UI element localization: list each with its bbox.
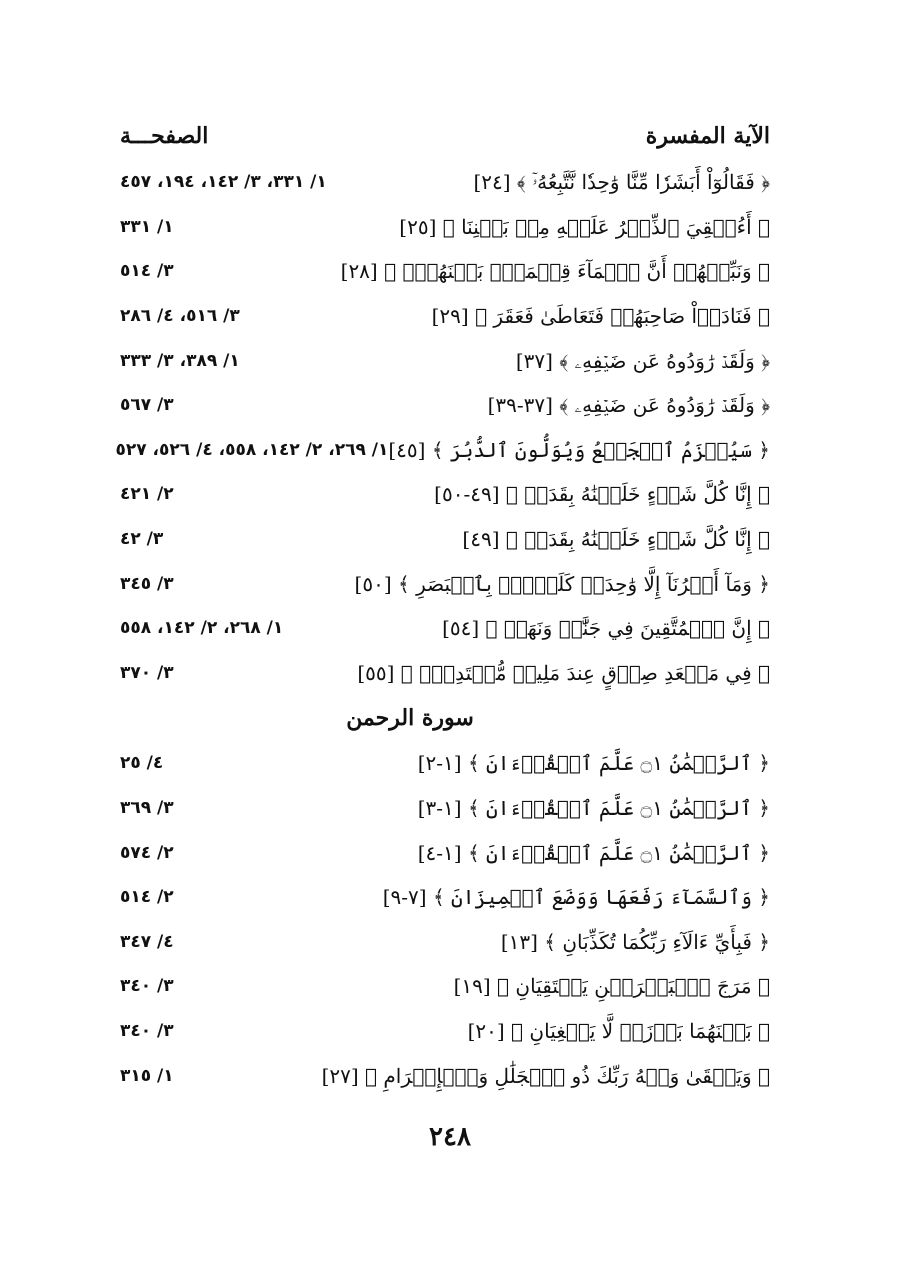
index-row	[120, 160, 770, 205]
verse-text: ﴿ وَيَبۡقَىٰ وَجۡهُ رَبِّكَ ذُو ٱلۡجَلَٰلِ وَٱلۡإِكۡرَامِ ﴾ [٢٧]	[321, 1063, 770, 1088]
verse-text: ﴿ إِنَّا كُلَّ شَيۡءٍ خَلَقۡنَٰهُ بِقَدَرٖ ﴾ [٤٩-٥٠]	[434, 482, 770, 507]
page-references: ٣/ ٥١٦، ٤/ ٢٨٦	[120, 306, 240, 327]
verse-text: ﴿ أَءُلۡقِيَ ٱلذِّكۡرُ عَلَيۡهِ مِنۢ بَيۡنِنَا ﴾ [٢٥]	[399, 214, 770, 239]
index-row	[120, 517, 770, 562]
page-references: ٣/ ٣٤٠	[120, 1020, 174, 1041]
page-references: ٢/ ٥١٤	[120, 887, 174, 908]
index-row	[115, 428, 770, 473]
page-references: ٣/ ٤٢	[120, 529, 164, 550]
verse-text: ﴿ وَلَقَدۡ رَٰوَدُوهُ عَن ضَيۡفِهِۦ ﴾ [٣٧-٣٩]	[487, 393, 770, 418]
page-references: ١/ ٢٦٨، ٢/ ١٤٢، ٥٥٨	[120, 618, 284, 639]
verse-text: ﴿ وَمَآ أَمۡرُنَآ إِلَّا وَٰحِدَةٞ كَلَمۡحِۭ بِٱلۡبَصَرِ ﴾ [٥٠]	[354, 571, 770, 596]
verse-text: ﴿ وَلَقَدۡ رَٰوَدُوهُ عَن ضَيۡفِهِۦ ﴾ [٣٧]	[515, 348, 770, 373]
index-row	[120, 561, 770, 606]
surah-rahman-entries	[120, 741, 770, 1098]
verse-text: ﴿ فَبِأَيِّ ءَالَآءِ رَبِّكُمَا تُكَذِّبَانِ ﴾ [١٣]	[500, 929, 770, 954]
verse-text: ﴿ وَٱلسَّمَآءَ رَفَعَهَا وَوَضَعَ ٱلۡمِيزَانَ ﴾ [٧-٩]	[382, 885, 770, 910]
verse-text: ﴿ مَرَجَ ٱلۡبَحۡرَيۡنِ يَلۡتَقِيَانِ ﴾ [١٩]	[453, 974, 770, 999]
index-row	[120, 830, 770, 875]
page-references: ١/ ٣٣١	[120, 216, 174, 237]
page-references: ١/ ٣٨٩، ٣/ ٣٣٣	[120, 350, 240, 371]
index-row	[120, 651, 770, 696]
index-row	[120, 294, 770, 339]
index-row	[120, 1009, 770, 1054]
index-table	[115, 160, 770, 1098]
index-row	[120, 249, 770, 294]
page-references: ١/ ٢٦٩، ٢/ ١٤٢، ٥٥٨، ٤/ ٥٢٦، ٥٢٧	[115, 439, 389, 460]
page-references: ١/ ٣٣١، ٣/ ١٤٢، ١٩٤، ٤٥٧	[120, 172, 327, 193]
page-references: ٢/ ٥٧٤	[120, 842, 174, 863]
index-row	[120, 920, 770, 965]
index-row	[120, 606, 770, 651]
page-references: ١/ ٣١٥	[120, 1065, 174, 1086]
index-row	[120, 741, 770, 786]
index-row	[120, 786, 770, 831]
page-references: ٣/ ٣٤٠	[120, 976, 174, 997]
page-column-heading: الصفحـــة	[120, 123, 209, 149]
page-references: ٢/ ٤٢١	[120, 484, 174, 505]
page-references: ٣/ ٣٦٩	[120, 798, 174, 819]
index-row	[120, 875, 770, 920]
page-number: ٢٤٨	[429, 1122, 471, 1152]
verse-text: ﴿ وَنَبِّئۡهُمۡ أَنَّ ٱلۡمَآءَ قِسۡمَةُۢ بَيۡنَهُمۡۖ ﴾ [٢٨]	[340, 259, 770, 284]
verse-column-heading: الآية المفسرة	[645, 123, 770, 149]
page-references: ٣/ ٣٧٠	[120, 662, 174, 683]
index-row	[120, 1053, 770, 1098]
verse-text: ﴿ فَقَالُوٓاْ أَبَشَرٗا مِّنَّا وَٰحِدٗا نَّتَّبِعُهُۥٓ ﴾ [٢٤]	[473, 170, 770, 195]
verse-text: ﴿ فِي مَقۡعَدِ صِدۡقٍ عِندَ مَلِيكٖ مُّقۡتَدِرِۭ ﴾ [٥٥]	[357, 660, 770, 685]
verse-text: ﴿ فَنَادَوۡاْ صَاحِبَهُمۡ فَتَعَاطَىٰ فَعَقَرَ ﴾ [٢٩]	[431, 304, 770, 329]
page-references: ٣/ ٥١٤	[120, 261, 174, 282]
index-row	[120, 472, 770, 517]
page-references: ٤/ ٢٥	[120, 753, 164, 774]
verse-text: ﴿ إِنَّ ٱلۡمُتَّقِينَ فِي جَنَّٰتٖ وَنَهَرٖ ﴾ [٥٤]	[442, 616, 770, 641]
index-row	[120, 383, 770, 428]
verse-text: ﴿ سَيُهۡزَمُ ٱلۡجَمۡعُ وَيُوَلُّونَ ٱلدُّبُرَ ﴾ [٤٥]	[388, 437, 770, 462]
verse-text: ﴿ ٱلرَّحۡمَٰنُ ۝١ عَلَّمَ ٱلۡقُرۡءَانَ ﴾ [١-٣]	[417, 796, 770, 821]
surah-qamar-entries	[115, 160, 770, 695]
index-row	[120, 964, 770, 1009]
verse-text: ﴿ إِنَّا كُلَّ شَيۡءٍ خَلَقۡنَٰهُ بِقَدَرٖ ﴾ [٤٩]	[462, 527, 770, 552]
verse-text: ﴿ بَيۡنَهُمَا بَرۡزَخٞ لَّا يَبۡغِيَانِ ﴾ [٢٠]	[467, 1018, 770, 1043]
table-header	[120, 118, 770, 154]
index-row	[120, 205, 770, 250]
surah-title	[120, 695, 770, 741]
index-row	[120, 338, 770, 383]
verse-text: ﴿ ٱلرَّحۡمَٰنُ ۝١ عَلَّمَ ٱلۡقُرۡءَانَ ﴾ [١-٢]	[417, 751, 770, 776]
surah-title-text: سورة الرحمن	[346, 705, 474, 732]
verse-text: ﴿ ٱلرَّحۡمَٰنُ ۝١ عَلَّمَ ٱلۡقُرۡءَانَ ﴾ [١-٤]	[417, 840, 770, 865]
page-references: ٤/ ٣٤٧	[120, 931, 174, 952]
page-references: ٣/ ٥٦٧	[120, 395, 174, 416]
page-references: ٣/ ٣٤٥	[120, 573, 174, 594]
